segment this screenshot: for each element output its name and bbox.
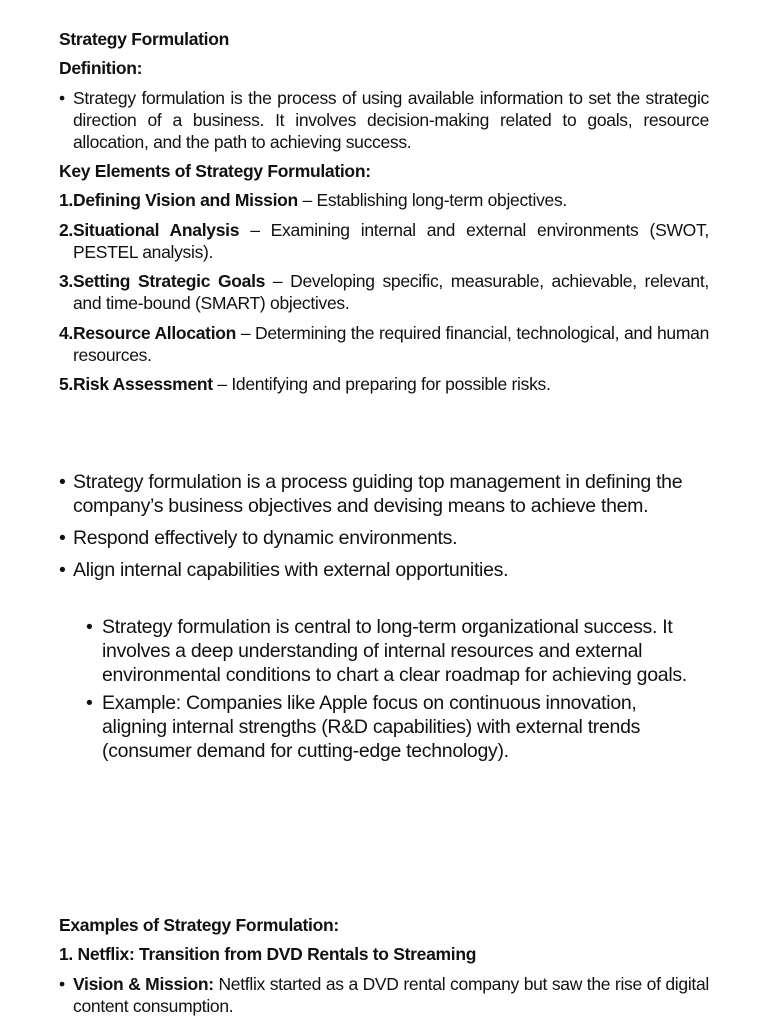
examples-heading: Examples of Strategy Formulation: <box>59 915 339 935</box>
key-element-item <box>59 373 709 395</box>
definition-label: Definition: <box>59 58 143 78</box>
overview-bullet <box>59 558 709 582</box>
bullet-text: Strategy formulation is a process guiding top management in defining the company’s business objectives and devising means to achieve them. <box>73 471 683 517</box>
item-desc: – Identifying and preparing for possible risks. <box>212 374 551 394</box>
item-number: 4. <box>59 323 73 343</box>
key-element-item <box>59 270 709 314</box>
item-term: Risk Assessment <box>73 374 213 394</box>
item-desc: – Examining internal and external environments (SWOT, PESTEL analysis). <box>73 220 709 262</box>
bullet-text: Example: Companies like Apple focus on continuous innovation, aligning internal strengths (R&D capabilities) with external trends (consumer demand for cutting-edge technology). <box>102 692 641 762</box>
key-element-item <box>59 189 709 211</box>
overview-bullet <box>59 470 709 518</box>
item-desc: – Determining the required financial, technological, and human resources. <box>73 323 710 365</box>
bullet-text: Strategy formulation is central to long-term organizational success. It involves a deep understanding of internal resources and external environmental conditions to chart a clear roadmap for achieving goals. <box>102 616 687 686</box>
key-element-item <box>59 219 709 263</box>
item-number: 5. <box>59 374 73 394</box>
item-number: 1. <box>59 190 73 210</box>
definition-text: Strategy formulation is the process of using available information to set the strategic direction of a business. It involves decision-making related to goals, resource allocation, and the path to achieving success. <box>73 88 709 152</box>
item-desc: – Developing specific, measurable, achievable, relevant, and time-bound (SMART) objectives. <box>73 271 709 313</box>
bullet-marker: • <box>59 88 65 108</box>
item-desc: – Establishing long-term objectives. <box>297 190 567 210</box>
bullet-marker: • <box>59 527 66 549</box>
item-term: Setting Strategic Goals <box>73 271 266 291</box>
definition-bullet <box>59 87 709 153</box>
bullet-text: Respond effectively to dynamic environments. <box>73 527 458 549</box>
bullet-marker: • <box>86 616 93 638</box>
item-number: 3. <box>59 271 73 291</box>
importance-bullet <box>86 615 696 687</box>
netflix-bullet <box>59 973 709 1017</box>
key-element-item <box>59 322 709 366</box>
item-term: Defining Vision and Mission <box>73 190 298 210</box>
key-elements-heading: Key Elements of Strategy Formulation: <box>59 161 371 181</box>
netflix-subheading: 1. Netflix: Transition from DVD Rentals to Streaming <box>59 944 477 964</box>
bullet-marker: • <box>59 974 65 994</box>
bullet-text: Netflix started as a DVD rental company but saw the rise of digital content consumption. <box>73 974 709 1016</box>
item-term: Situational Analysis <box>73 220 240 240</box>
overview-bullet <box>59 526 709 550</box>
item-number: 2. <box>59 220 73 240</box>
example-bullet <box>86 691 696 763</box>
bullet-text: Align internal capabilities with external opportunities. <box>73 559 509 581</box>
bullet-marker: • <box>59 559 66 581</box>
bullet-term: Vision & Mission: <box>73 974 214 994</box>
item-term: Resource Allocation <box>73 323 237 343</box>
section-title: Strategy Formulation <box>59 29 229 49</box>
bullet-marker: • <box>86 692 93 714</box>
bullet-marker: • <box>59 471 66 493</box>
